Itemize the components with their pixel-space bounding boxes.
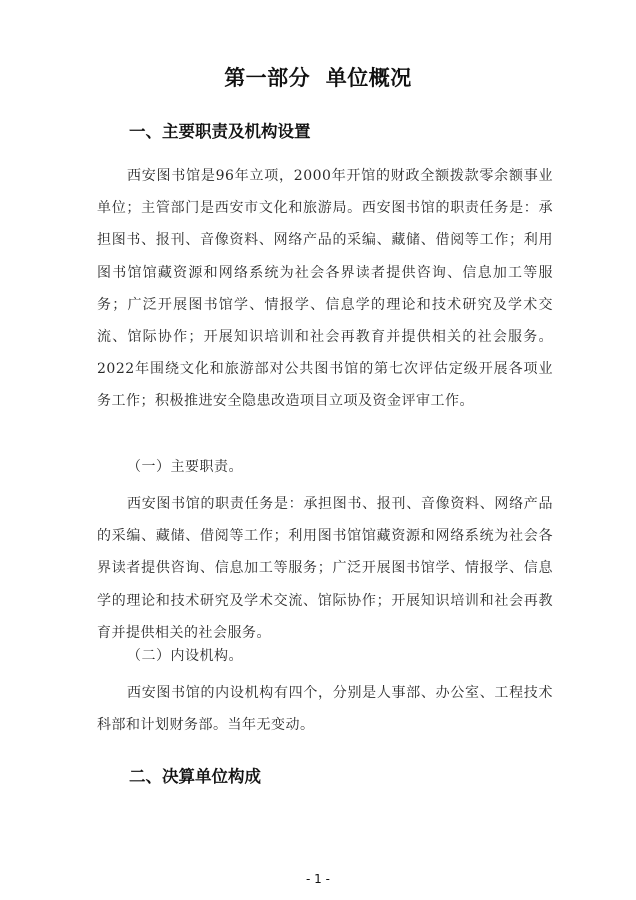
page-title: 第一部分 单位概况 [224, 66, 412, 90]
section-heading-duties-and-structure: 一、主要职责及机构设置 [129, 122, 311, 141]
overview-paragraph: 西安图书馆是96年立项，2000年开馆的财政全额拨款零余额事业单位；主管部门是西安市文化和旅游局。西安图书馆的职责任务是：承担图书、报刊、音像资料、网络产品的采编、藏储、借阅等工作；利用图书馆馆藏资源和网络系统为社会各界读者提供咨询、信息加工等服务；广泛开展图书馆学、情报学、信息学的理论和技术研究及学术交流、馆际协作；开展知识培训和社会再教育并提供相关的社会服务。2022年围绕文化和旅游部对公共图书馆的第七次评估定级开展各项业务工作；积极推进安全隐患改造项目立项及资金评审工作。 [97, 168, 553, 410]
subheading-main-duties: （一）主要职责。 [127, 459, 243, 475]
subheading-internal-departments: （二）内设机构。 [127, 648, 243, 664]
section-heading-unit-composition: 二、决算单位构成 [129, 767, 261, 786]
page-number: - 1 - [306, 872, 330, 886]
departments-paragraph: 西安图书馆的内设机构有四个，分别是人事部、办公室、工程技术科部和计划财务部。当年无变动。 [97, 685, 553, 734]
duties-paragraph: 西安图书馆的职责任务是：承担图书、报刊、音像资料、网络产品的采编、藏储、借阅等工作；利用图书馆馆藏资源和网络系统为社会各界读者提供咨询、信息加工等服务；广泛开展图书馆学、情报学、信息学的理论和技术研究及学术交流、馆际协作；开展知识培训和社会再教育并提供相关的社会服务。 [97, 496, 553, 641]
